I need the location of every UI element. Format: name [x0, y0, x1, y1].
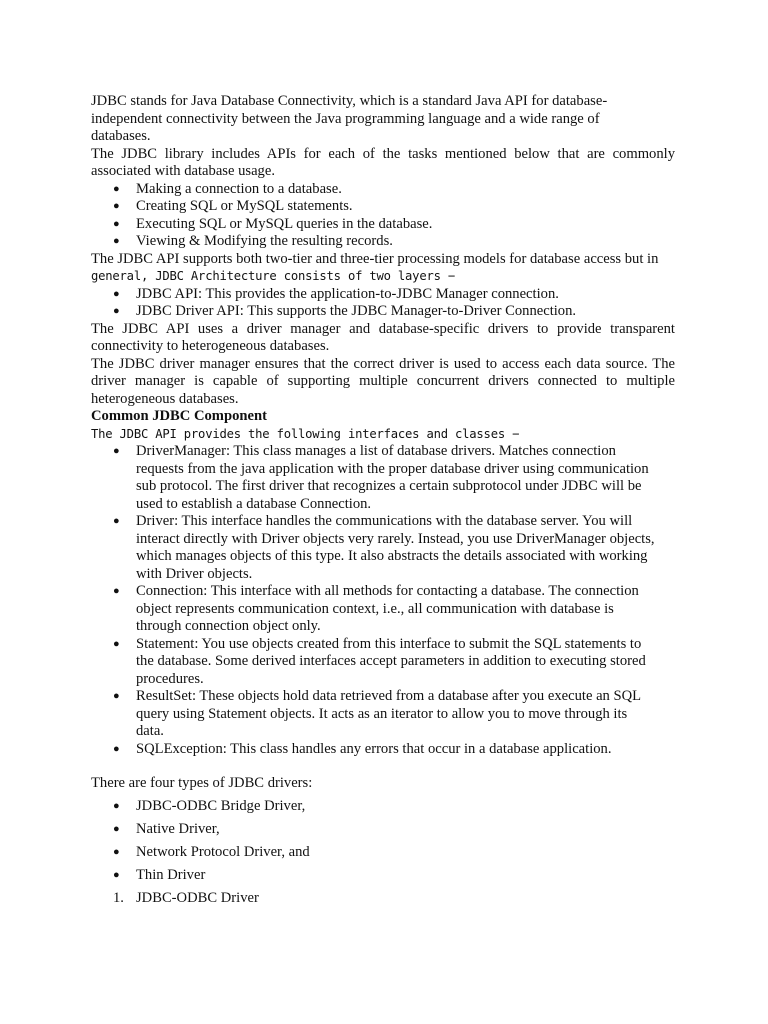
- bullet-icon: ●: [113, 868, 120, 881]
- bullet-icon: ●: [113, 305, 120, 317]
- list-item-text: Viewing & Modifying the resulting records.: [136, 233, 393, 249]
- document-page: [91, 93, 675, 907]
- list-item: [91, 636, 675, 689]
- list-item: [91, 821, 675, 839]
- list-item-text: Creating SQL or MySQL statements.: [136, 198, 353, 214]
- list-item: [91, 688, 675, 741]
- list-item-text: Driver: This interface handles the communications with the database server. You will interact directly with Driver objects very rarely. Instead, you use DriverManager objects, which manages objects of this type. It also abstracts the details associated with working with Driver objects.: [136, 513, 655, 582]
- driver-types-intro: There are four types of JDBC drivers:: [91, 775, 313, 791]
- list-item-text: Statement: You use objects created from this interface to submit the SQL statements to the database. Some derived interfaces accept parameters in addition to executing stored procedures.: [136, 635, 646, 687]
- bullet-icon: ●: [113, 515, 120, 527]
- component-intro: The JDBC API provides the following interfaces and classes −: [91, 426, 520, 441]
- list-item: [91, 798, 675, 816]
- bullet-icon: ●: [113, 585, 120, 597]
- list-item-text: Thin Driver: [136, 866, 206, 883]
- layers-list: [91, 286, 675, 321]
- list-item: [91, 216, 675, 234]
- item-number: 1.: [113, 889, 124, 906]
- architecture-line-2: general, JDBC Architecture consists of two layers −: [91, 269, 456, 283]
- list-item: [91, 867, 675, 885]
- bullet-icon: ●: [113, 287, 120, 300]
- bullet-icon: ●: [113, 235, 120, 247]
- list-item-text: JDBC API: This provides the application-to-JDBC Manager connection.: [136, 285, 559, 302]
- list-item-text: Connection: This interface with all methods for contacting a database. The connection object represents communication context, i.e., all communication with database is through connection object only.: [136, 583, 639, 634]
- list-item-text: Executing SQL or MySQL queries in the database.: [136, 215, 433, 232]
- bullet-icon: ●: [113, 182, 120, 195]
- bullet-icon: ●: [113, 690, 120, 702]
- ensures-paragraph: The JDBC driver manager ensures that the correct driver is used to access each data source. The driver manager is capable of supporting multiple concurrent drivers connected to multiple heterogeneous databases.: [91, 355, 675, 407]
- bullet-icon: ●: [113, 637, 120, 650]
- list-item: [91, 844, 675, 862]
- list-item: [91, 443, 675, 513]
- component-heading: Common JDBC Component: [91, 408, 267, 424]
- bullet-icon: ●: [113, 217, 120, 230]
- intro-paragraph: JDBC stands for Java Database Connectivity, which is a standard Java API for database-independent connectivity between the Java programming language and a wide range of databases.: [91, 93, 608, 144]
- bullet-icon: ●: [113, 799, 120, 812]
- list-item-text: Making a connection to a database.: [136, 180, 342, 197]
- components-list: [91, 443, 675, 758]
- bullet-icon: ●: [113, 845, 120, 858]
- list-item: [91, 198, 675, 216]
- bullet-icon: ●: [113, 445, 120, 457]
- list-item: [91, 233, 675, 251]
- architecture-line-1: The JDBC API supports both two-tier and three-tier processing models for database access but in: [91, 250, 659, 267]
- list-item-text: SQLException: This class handles any errors that occur in a database application.: [136, 740, 612, 757]
- list-item: [91, 583, 675, 636]
- list-item-text: Native Driver,: [136, 820, 220, 837]
- library-paragraph: The JDBC library includes APIs for each of the tasks mentioned below that are commonly associated with database usage.: [91, 145, 675, 179]
- list-item-text: DriverManager: This class manages a list of database drivers. Matches connection requests from the java application with the proper database driver using communication sub protocol. The first driver that recognizes a certain subprotocol under JDBC will be used to establish a database Connection.: [136, 443, 649, 512]
- bullet-icon: ●: [113, 822, 120, 835]
- list-item: [91, 741, 675, 759]
- bullet-icon: ●: [113, 742, 120, 755]
- list-item: [91, 286, 675, 304]
- numbered-item-text: JDBC-ODBC Driver: [136, 889, 259, 906]
- tasks-list: [91, 181, 675, 251]
- list-item-text: Network Protocol Driver, and: [136, 843, 310, 860]
- list-item: [91, 513, 675, 583]
- driver-manager-paragraph: The JDBC API uses a driver manager and database-specific drivers to provide transparent connectivity to heterogeneous databases.: [91, 320, 675, 354]
- list-item-text: ResultSet: These objects hold data retrieved from a database after you execute an SQL query using Statement objects. It acts as an iterator to allow you to move through its data.: [136, 688, 641, 739]
- bullet-icon: ●: [113, 200, 120, 212]
- numbered-list: [91, 890, 675, 908]
- driver-types-list: [91, 798, 675, 885]
- list-item-text: JDBC-ODBC Bridge Driver,: [136, 797, 306, 814]
- list-item: [91, 303, 675, 321]
- list-item-text: JDBC Driver API: This supports the JDBC Manager-to-Driver Connection.: [136, 303, 577, 319]
- list-item: [91, 181, 675, 199]
- numbered-item: [91, 890, 675, 908]
